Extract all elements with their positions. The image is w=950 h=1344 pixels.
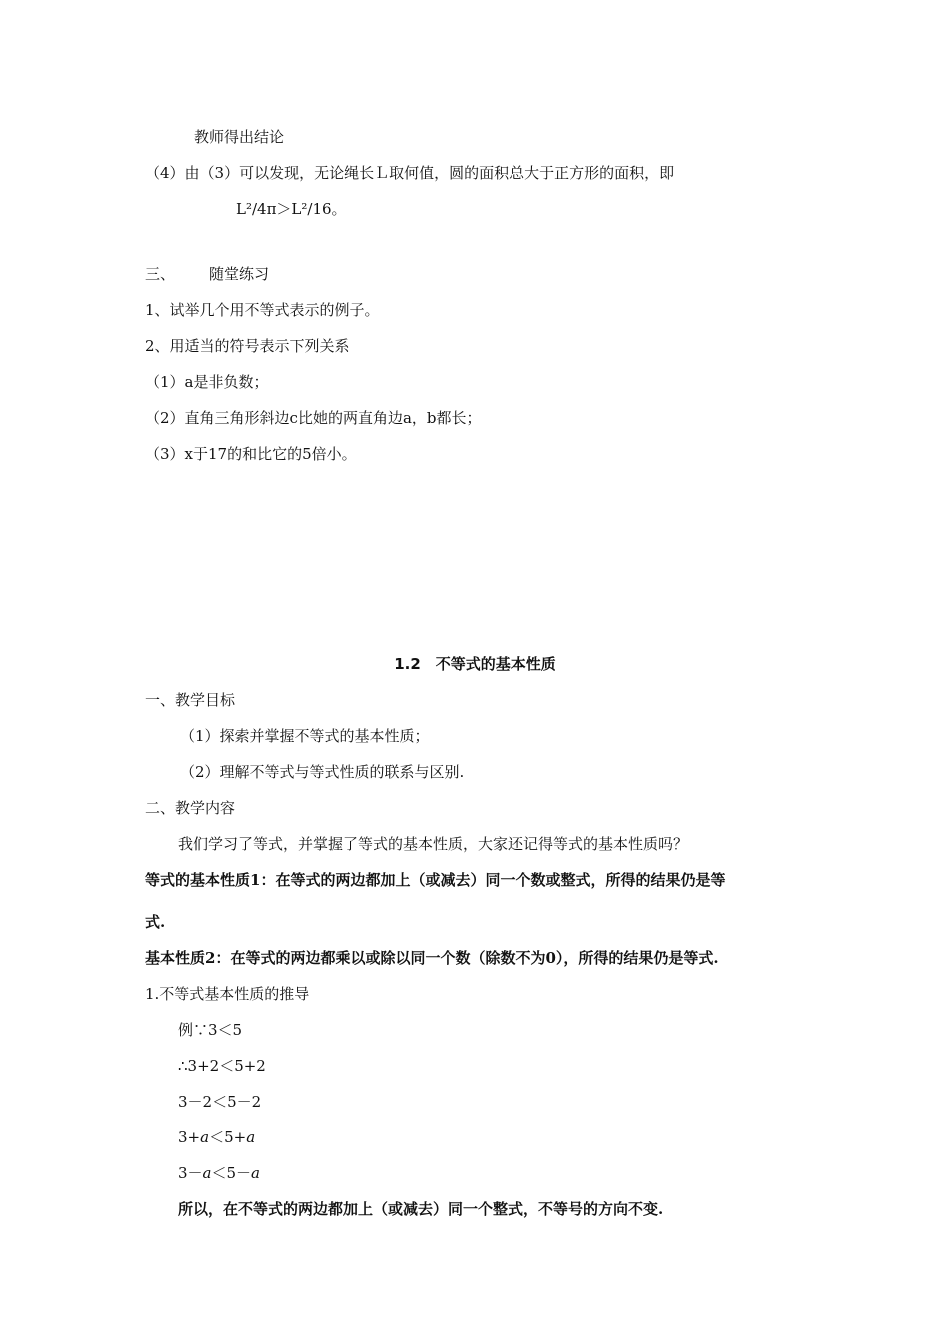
expr-part: 3－ [178, 1164, 203, 1182]
practice-question-2-1: （1）a是非负数； [145, 373, 269, 391]
practice-heading-number: 三、 [145, 265, 176, 283]
goal-2: （2）理解不等式与等式性质的联系与区别. [180, 763, 465, 781]
expr-part: ＜5－ [211, 1164, 252, 1182]
example-line-2: ∴3+2＜5+2 [178, 1057, 266, 1075]
example-line-1: 例∵3＜5 [178, 1021, 243, 1039]
teacher-conclusion: 教师得出结论 [194, 128, 285, 146]
goal-1: （1）探索并掌握不等式的基本性质； [180, 727, 430, 745]
intro-paragraph: 我们学习了等式，并掌握了等式的基本性质，大家还记得等式的基本性质吗？ [178, 835, 689, 853]
content-heading: 二、教学内容 [145, 799, 236, 817]
practice-question-2: 2、用适当的符号表示下列关系 [145, 337, 350, 355]
variable-a: a [251, 1164, 260, 1182]
practice-heading [145, 264, 269, 284]
expr-part: 3+ [178, 1128, 201, 1146]
example-line-4 [178, 1127, 255, 1147]
section-title: 1.2 不等式的基本性质 [394, 655, 556, 673]
item-4-text: （4）由（3）可以发现，无论绳长Ｌ取何值，圆的面积总大于正方形的面积，即 [145, 164, 675, 182]
practice-question-2-2: （2）直角三角形斜边c比她的两直角边a，b都长； [145, 409, 482, 427]
example-line-5 [178, 1163, 260, 1183]
property-1-line-2: 式. [145, 913, 166, 931]
practice-question-2-3: （3）x于17的和比它的5倍小。 [145, 445, 357, 463]
variable-a: a [246, 1128, 256, 1146]
practice-question-1: 1、试举几个用不等式表示的例子。 [145, 301, 380, 319]
variable-a: a [200, 1128, 210, 1146]
practice-heading-text: 随堂练习 [209, 265, 270, 283]
goals-heading: 一、教学目标 [145, 691, 236, 709]
derivation-conclusion: 所以，在不等式的两边都加上（或减去）同一个整式，不等号的方向不变. [178, 1200, 664, 1218]
variable-a: a [202, 1164, 212, 1182]
area-inequality: L²/4π＞L²/16。 [236, 200, 347, 218]
example-line-3: 3－2＜5－2 [178, 1093, 262, 1111]
derivation-heading: 1.不等式基本性质的推导 [145, 985, 310, 1003]
property-2: 基本性质2：在等式的两边都乘以或除以同一个数（除数不为0），所得的结果仍是等式. [145, 949, 719, 967]
expr-part: ＜5+ [209, 1128, 247, 1146]
property-1-line-1: 等式的基本性质1：在等式的两边都加上（或减去）同一个数或整式，所得的结果仍是等 [145, 871, 726, 889]
